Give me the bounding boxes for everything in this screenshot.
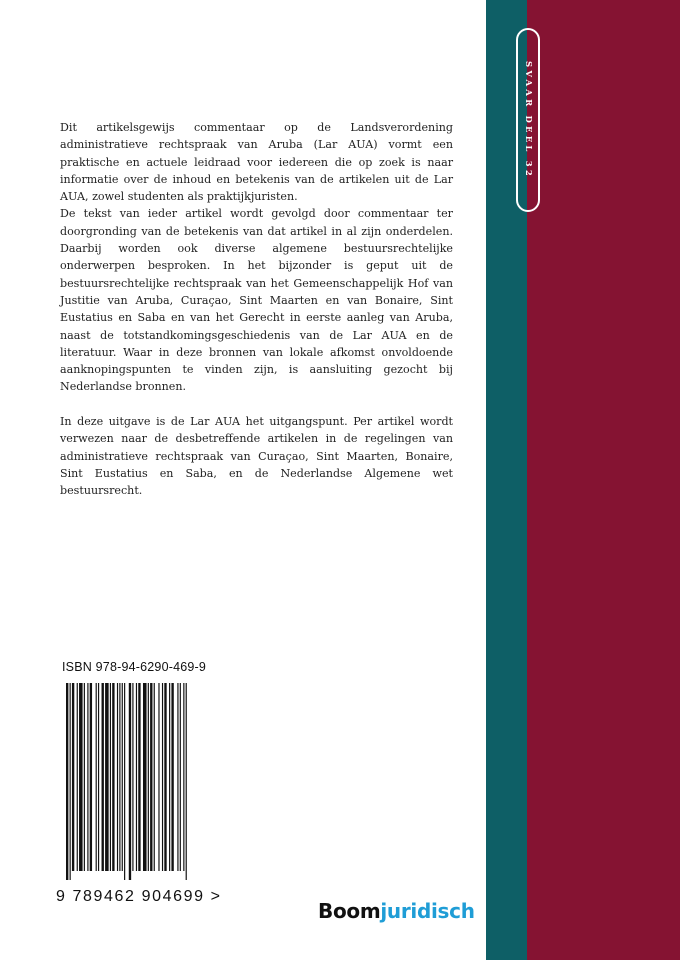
series-label: SVAAR DEEL 32 (523, 61, 533, 179)
barcode-bar (79, 683, 83, 871)
barcode-bar (77, 683, 78, 871)
barcode-bar (110, 683, 111, 871)
barcode-bar (72, 683, 74, 871)
barcode-bar (180, 683, 181, 871)
blurb-paragraph-2: De tekst van ieder artikel wordt gevolgd door commentaar ter doorgronding van de betekenis van dat artikel in al zijn onderdelen. Daarbij worden ook diverse algemene bestuursrechtelijke onderwerpen besproken. In het bijzonder is geput uit de bestuursrechtelijke rechtspraak van het Gemeenschappelijk Hof van Justitie van Aruba, Curaçao, Sint Maarten en van Bonaire, Sint Eustatius en Saba en van het Gerecht in eerste aanleg van Aruba, naast de totstandkomingsgeschiedenis van de Lar AUA en de literatuur. Waar in deze bronnen van lokale afkomst onvoldoende aanknopingspunten te vinden zijn, is aansluiting gezocht bij Nederlandse bronnen. (60, 207, 453, 394)
barcode-bar (150, 683, 152, 871)
barcode-bar (119, 683, 120, 871)
barcode-bar (66, 683, 68, 880)
barcode-bar (132, 683, 133, 871)
barcode-bar (102, 683, 104, 871)
spine-maroon-band (527, 0, 680, 960)
barcode-bar (124, 683, 125, 880)
barcode (66, 683, 188, 880)
barcode-bar (96, 683, 97, 871)
barcode-bar (158, 683, 159, 871)
publisher-logo (318, 899, 475, 923)
barcode-bar (122, 683, 123, 871)
barcode-bar (98, 683, 99, 871)
barcode-bar (112, 683, 114, 871)
barcode-bar (143, 683, 147, 871)
barcode-digits: 9 789462 904699 > (56, 888, 222, 905)
barcode-bar (129, 683, 131, 880)
barcode-bar (84, 683, 85, 871)
series-label-frame (516, 28, 540, 212)
barcode-bar (169, 683, 170, 871)
barcode-bar (177, 683, 178, 871)
barcode-bar (138, 683, 140, 871)
barcode-bar (154, 683, 155, 871)
barcode-bar (183, 683, 184, 871)
blurb-paragraph-3: In deze uitgave is de Lar AUA het uitgangspunt. Per artikel wordt verwezen naar de desbetreffende artikelen in de regelingen van administratieve rechtspraak van Curaçao, Sint Maarten, Bonaire, Sint Eustatius en Saba, en de Nederlandse Algemene wet bestuursrecht. (60, 415, 453, 498)
barcode-bar (171, 683, 173, 871)
barcode-bar (117, 683, 118, 871)
barcode-bar (186, 683, 187, 880)
publisher-name-part-1: Boom (318, 899, 381, 923)
barcode-bar (162, 683, 163, 871)
barcode-bar (87, 683, 88, 871)
barcode-bar (105, 683, 109, 871)
blurb-text (60, 119, 453, 500)
barcode-bar (70, 683, 71, 880)
publisher-name-part-2: juridisch (380, 899, 475, 923)
isbn-label: ISBN 978-94-6290-469-9 (62, 660, 207, 674)
blurb-paragraph-1: Dit artikelsgewijs commentaar op de Landsverordening administratieve rechtspraak van Aruba (Lar AUA) vormt een praktische en actuele leidraad voor iedereen die op zoek is naar informatie over de inhoud en betekenis van de artikelen uit de Lar AUA, zowel studenten als praktijkjuristen. (60, 121, 453, 204)
barcode-bar (164, 683, 166, 871)
barcode-bar (90, 683, 92, 871)
barcode-bar (136, 683, 137, 871)
barcode-bar (148, 683, 149, 871)
